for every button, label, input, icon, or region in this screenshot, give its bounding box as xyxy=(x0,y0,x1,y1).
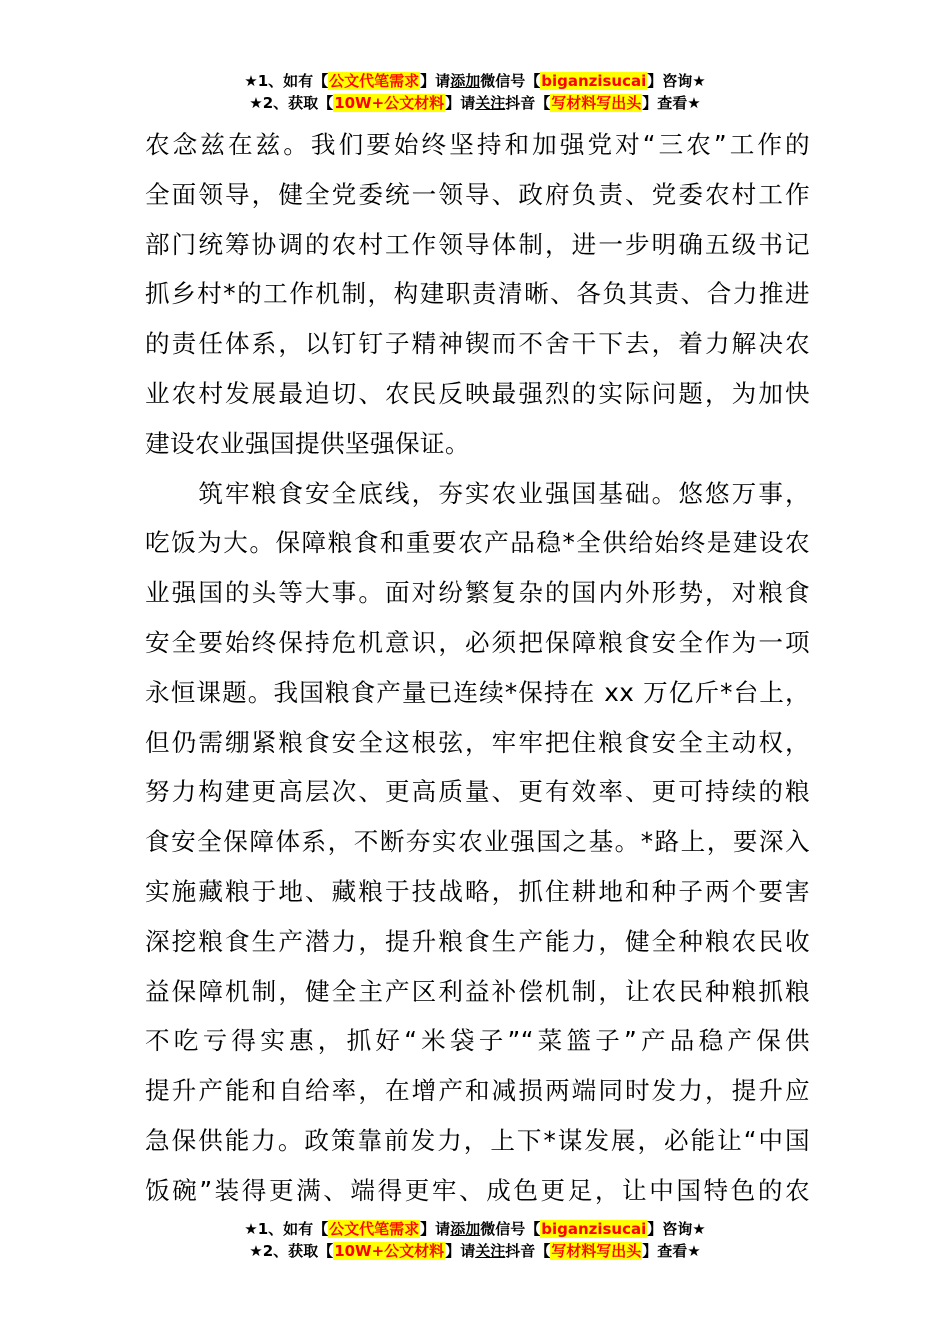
header-line-1-text: 】请 xyxy=(420,72,451,90)
footer-line-2-text: 】请 xyxy=(445,1242,476,1260)
body-line: 饭碗”装得更满、端得更牢、成色更足，让中国特色的农 xyxy=(145,1175,810,1205)
footer-highlight-writing-service: 公文代笔需求 xyxy=(329,1220,420,1238)
footer-line-2-text: ★2、获取【 xyxy=(249,1242,334,1260)
footer-line-1-text: 】咨询★ xyxy=(647,1220,706,1238)
header-line-2-text: 抖音【 xyxy=(505,94,551,112)
body-line: 筑牢粮食安全底线，夯实农业强国基础。悠悠万事， xyxy=(145,478,810,508)
header-line-2-text: ★2、获取【 xyxy=(249,94,334,112)
footer-line-2-text: 】查看★ xyxy=(642,1242,701,1260)
footer-highlight-wechat-id: biganzisucai xyxy=(541,1220,647,1238)
body-line: 努力构建更高层次、更高质量、更有效率、更可持续的粮 xyxy=(145,777,810,807)
body-line: 深挖粮食生产潜力，提升粮食生产能力，健全种粮农民收 xyxy=(145,926,810,956)
footer-line-1-text: 微信号【 xyxy=(480,1220,541,1238)
header-line-2-text: 】请 xyxy=(445,94,476,112)
footer-line-2-text: 抖音【 xyxy=(505,1242,551,1260)
footer-line-2 xyxy=(0,1240,950,1262)
header-line-1-text: 】咨询★ xyxy=(647,72,706,90)
header-line-2-text: 】查看★ xyxy=(642,94,701,112)
footer-highlight-materials: 10W+公文材料 xyxy=(334,1242,445,1260)
footer-banner xyxy=(0,1218,950,1262)
header-highlight-writing-service: 公文代笔需求 xyxy=(329,72,420,90)
body-line: 不吃亏得实惠，抓好“米袋子”“菜篮子”产品稳产保供 xyxy=(145,1026,810,1056)
body-line: 安全要始终保持危机意识，必须把保障粮食安全作为一项 xyxy=(145,627,810,657)
body-line: 农念兹在兹。我们要始终坚持和加强党对“三农”工作的 xyxy=(145,130,810,159)
footer-highlight-douyin-account: 写材料写出头 xyxy=(551,1242,642,1260)
footer-underlined-text: 添加 xyxy=(450,1220,481,1238)
header-banner xyxy=(0,70,950,114)
body-line: 永恒课题。我国粮食产量已连续*保持在 xx 万亿斤*台上， xyxy=(145,677,810,707)
body-line: 益保障机制，健全主产区利益补偿机制，让农民种粮抓粮 xyxy=(145,976,810,1006)
body-line: 提升产能和自给率，在增产和减损两端同时发力，提升应 xyxy=(145,1076,810,1106)
footer-line-1-text: ★1、如有【 xyxy=(244,1220,329,1238)
footer-line-1-text: 】请 xyxy=(420,1220,451,1238)
body-line: 抓乡村*的工作机制，构建职责清晰、各负其责、合力推进 xyxy=(145,279,810,309)
header-underlined-text: 添加 xyxy=(450,72,481,90)
footer-line-1 xyxy=(0,1218,950,1240)
header-highlight-douyin-account: 写材料写出头 xyxy=(551,94,642,112)
body-line: 但仍需绷紧粮食安全这根弦，牢牢把住粮食安全主动权， xyxy=(145,727,810,757)
header-line-2 xyxy=(0,92,950,114)
footer-underlined-text: 关注 xyxy=(475,1242,506,1260)
body-line: 的责任体系，以钉钉子精神锲而不舍干下去，着力解决农 xyxy=(145,329,810,359)
header-line-1 xyxy=(0,70,950,92)
header-highlight-wechat-id: biganzisucai xyxy=(541,72,647,90)
header-highlight-materials: 10W+公文材料 xyxy=(334,94,445,112)
body-line: 吃饭为大。保障粮食和重要农产品稳*全供给始终是建设农 xyxy=(145,528,810,558)
document-body xyxy=(145,120,810,1216)
body-line: 部门统筹协调的农村工作领导体制，进一步明确五级书记 xyxy=(145,229,810,259)
header-line-1-text: ★1、如有【 xyxy=(244,72,329,90)
body-line: 业强国的头等大事。面对纷繁复杂的国内外形势，对粮食 xyxy=(145,578,810,608)
body-line: 实施藏粮于地、藏粮于技战略，抓住耕地和种子两个要害 xyxy=(145,876,810,906)
body-line: 全面领导，健全党委统一领导、政府负责、党委农村工作 xyxy=(145,179,810,209)
body-line: 业农村发展最迫切、农民反映最强烈的实际问题，为加快 xyxy=(145,378,810,408)
body-line: 建设农业强国提供坚强保证。 xyxy=(145,428,470,458)
body-line: 食安全保障体系，不断夯实农业强国之基。*路上，要深入 xyxy=(145,827,810,857)
header-underlined-text: 关注 xyxy=(475,94,506,112)
header-line-1-text: 微信号【 xyxy=(480,72,541,90)
body-line: 急保供能力。政策靠前发力，上下*谋发展，必能让“中国 xyxy=(145,1125,810,1155)
